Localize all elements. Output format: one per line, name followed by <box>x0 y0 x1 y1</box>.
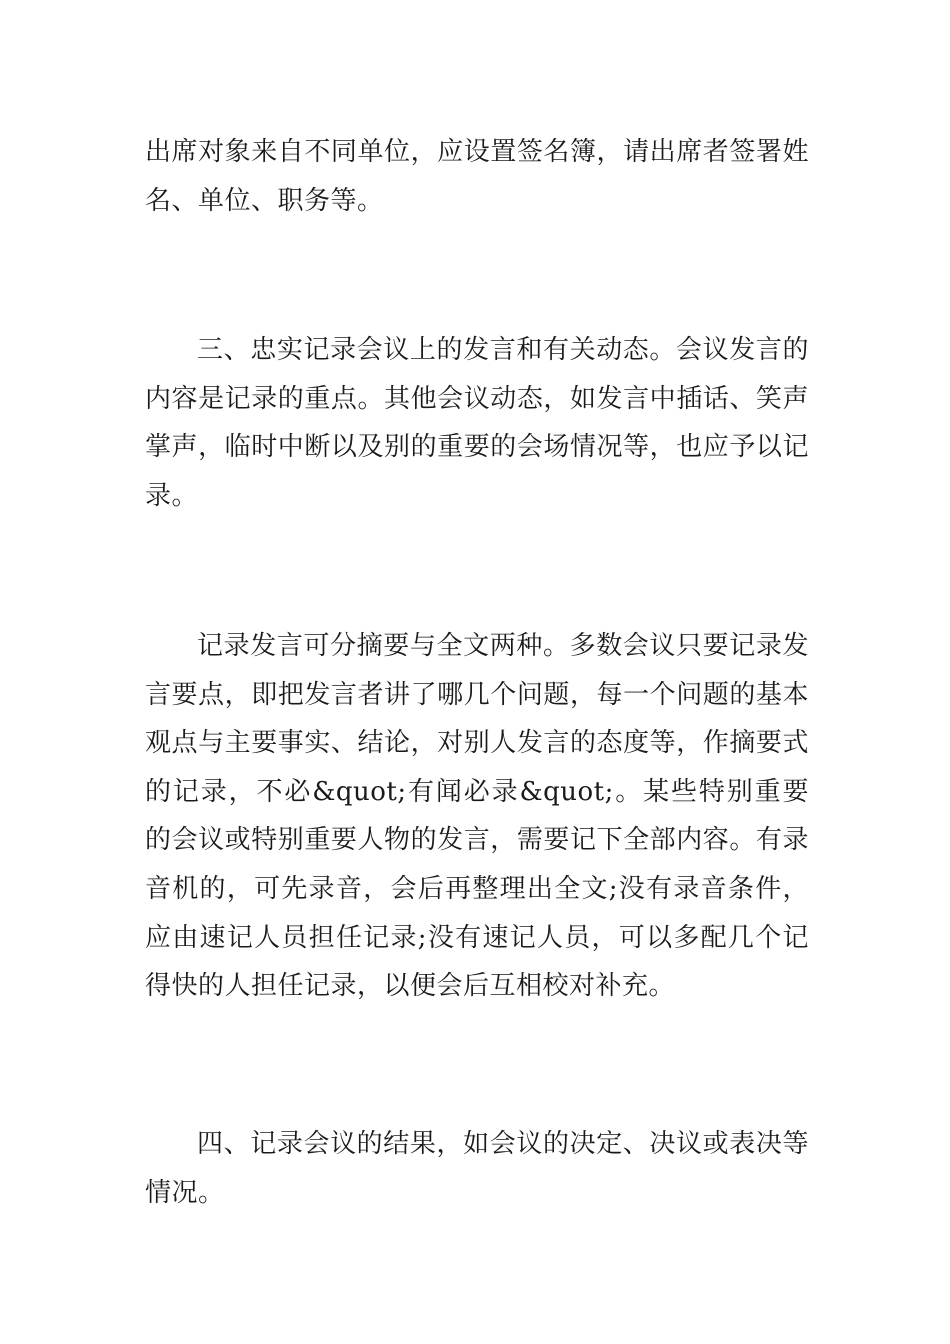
paragraph-summary-or-full-text: 记录发言可分摘要与全文两种。多数会议只要记录发言要点，即把发言者讲了哪几个问题，每一个问题的基本观点与主要事实、结论，对别人发言的态度等，作摘要式的记录，不必&quot;有闻必录&quot;。某些特别重要的会议或特别重要人物的发言，需要记下全部内容。有录音机的，可先录音，会后再整理出全文;没有录音条件，应由速记人员担任记录;没有速记人员，可以多配几个记得快的人担任记录，以便会后互相校对补充。 <box>145 631 809 1002</box>
paragraph-record-results: 四、记录会议的结果，如会议的决定、决议或表决等情况。 <box>145 1129 809 1208</box>
paragraph-record-speeches: 三、忠实记录会议上的发言和有关动态。会议发言的内容是记录的重点。其他会议动态，如发言中插话、笑声掌声，临时中断以及别的重要的会场情况等，也应予以记录。 <box>145 335 809 511</box>
paragraph-sign-in-book: 出席对象来自不同单位，应设置签名簿，请出席者签署姓名、单位、职务等。 <box>145 137 809 216</box>
